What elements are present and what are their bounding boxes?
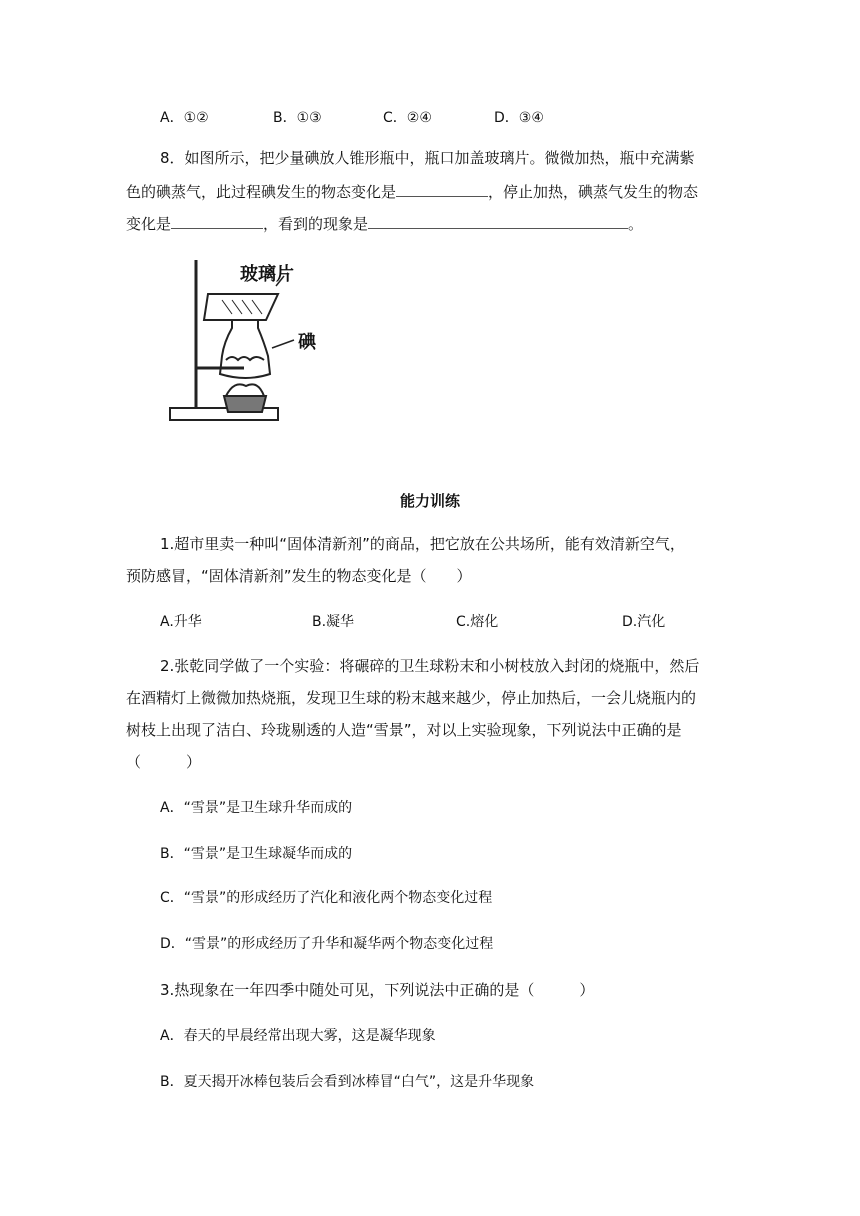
q1-line1: 1.超市里卖一种叫“固体清新剂”的商品，把它放在公共场所，能有效清新空气， [160,535,685,553]
answer-blank-1[interactable] [396,182,488,197]
q7-option-a: A．①② [160,110,209,126]
q8-line3 [126,214,643,234]
q7-option-b: B．①③ [273,110,322,126]
q2-option-c: C．“雪景”的形成经历了汽化和液化两个物态变化过程 [160,890,493,906]
q1-option-b: B.凝华 [312,614,355,630]
glass-plate [204,294,278,320]
q8-line1: 8．如图所示，把少量碘放人锥形瓶中，瓶口加盖玻璃片。微微加热，瓶中充满紫 [160,149,695,167]
q2-line4: （ ） [126,753,202,771]
section-title: 能力训练 [399,492,460,510]
iodine-label: 碘 [298,332,316,353]
q3-line1: 3.热现象在一年四季中随处可见，下列说法中正确的是（ ） [160,981,595,999]
q1-option-d: D.汽化 [622,614,666,630]
iodine-apparatus-figure [166,256,346,428]
q2-line2: 在酒精灯上微微加热烧瓶，发现卫生球的粉末越来越少，停止加热后，一会儿烧瓶内的 [126,689,697,707]
q3-option-b: B．夏天揭开冰棒包装后会看到冰棒冒“白气”，这是升华现象 [160,1074,535,1090]
q2-option-a: A．“雪景”是卫生球升华而成的 [160,800,353,816]
q8-line3-text-c: 。 [628,215,644,233]
answer-blank-3[interactable] [368,214,628,229]
q8-line3-text-b: ，看到的现象是 [263,215,369,233]
q2-line1: 2.张乾同学做了一个实验：将碾碎的卫生球粉末和小树枝放入封闭的烧瓶中，然后 [160,657,700,675]
alcohol-burner [224,396,266,412]
q7-option-c: C．②④ [383,110,432,126]
q1-line2: 预防感冒，“固体清新剂”发生的物态变化是（ ） [126,567,472,585]
q3-option-a: A．春天的早晨经常出现大雾，这是凝华现象 [160,1028,436,1044]
q8-line2-text-b: ，停止加热，碘蒸气发生的物态 [488,183,699,201]
q2-option-d: D．“雪景”的形成经历了升华和凝华两个物态变化过程 [160,936,494,952]
q2-option-b: B．“雪景”是卫生球凝华而成的 [160,846,353,862]
q1-option-c: C.熔化 [456,614,499,630]
q1-option-a: A.升华 [160,614,202,630]
q8-line2 [126,182,698,202]
burner-flame [226,384,264,396]
iodine-crystals [226,357,264,360]
glass-plate-label: 玻璃片 [240,264,294,285]
q8-line3-text-a: 变化是 [126,215,172,233]
q2-line3: 树枝上出现了洁白、玲珑剔透的人造“雪景”，对以上实验现象，下列说法中正确的是 [126,721,682,739]
q7-option-d: D．③④ [494,110,544,126]
q8-line2-text-a: 色的碘蒸气，此过程碘发生的物态变化是 [126,183,397,201]
answer-blank-2[interactable] [171,214,263,229]
